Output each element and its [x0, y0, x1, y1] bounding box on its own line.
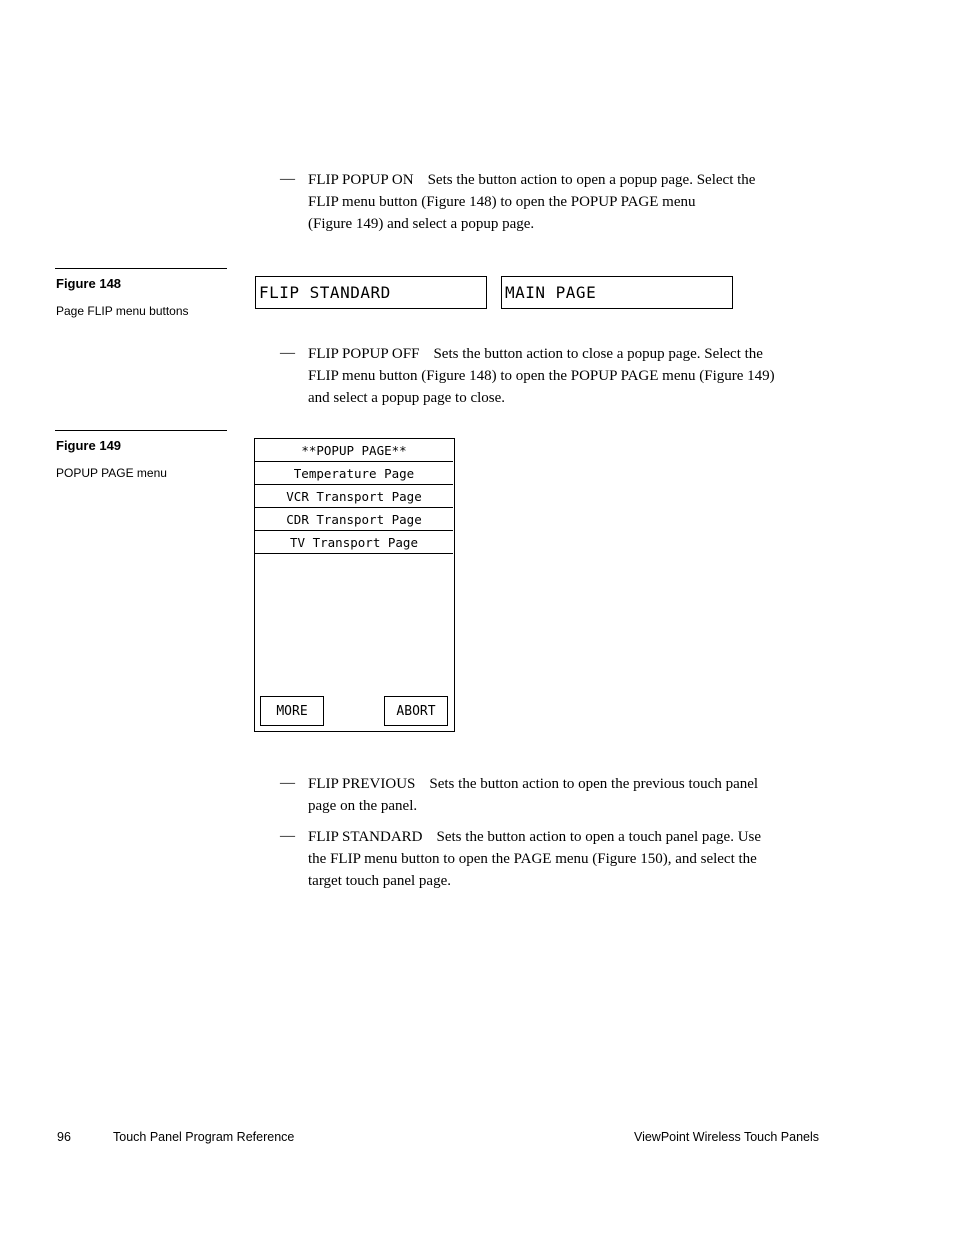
item-term: FLIP POPUP OFF: [308, 346, 420, 362]
figure-149-caption: POPUP PAGE menu: [56, 466, 167, 480]
item-dash: —: [280, 171, 295, 187]
footer-left-title: Touch Panel Program Reference: [113, 1130, 295, 1144]
figure-rule: [55, 268, 227, 269]
abort-button[interactable]: ABORT: [384, 696, 448, 726]
flip-standard-item: [308, 826, 818, 892]
menu-option-vcr-transport[interactable]: VCR Transport Page: [255, 485, 453, 508]
item-line: and select a popup page to close.: [308, 390, 506, 406]
flip-previous-item: [308, 773, 818, 817]
item-line: Sets the button action to open the previous touch panel: [429, 776, 759, 792]
item-line: (Figure 149) and select a popup page.: [308, 216, 535, 232]
flip-standard-button[interactable]: FLIP STANDARD: [255, 276, 487, 309]
footer-right-title: ViewPoint Wireless Touch Panels: [633, 1130, 819, 1144]
flip-popup-off-item: [308, 343, 818, 409]
item-line: Sets the button action to open a touch panel page. Use: [436, 829, 762, 845]
item-term: FLIP PREVIOUS: [308, 776, 416, 792]
menu-title: **POPUP PAGE**: [255, 439, 453, 462]
item-line: the FLIP menu button to open the PAGE menu (Figure 150), and select the: [308, 851, 757, 867]
item-dash: —: [280, 775, 295, 791]
figure-rule: [55, 430, 227, 431]
popup-page-menu: [254, 438, 455, 732]
item-line: FLIP menu button (Figure 148) to open the POPUP PAGE menu (Figure 149): [308, 368, 775, 384]
more-button[interactable]: MORE: [260, 696, 324, 726]
figure-149-label: Figure 149: [56, 438, 122, 453]
item-line: FLIP menu button (Figure 148) to open the POPUP PAGE menu: [308, 194, 696, 210]
item-line: target touch panel page.: [308, 873, 451, 889]
item-dash: —: [280, 345, 295, 361]
item-line: page on the panel.: [308, 798, 418, 814]
main-page-button[interactable]: MAIN PAGE: [501, 276, 733, 309]
menu-option-temperature[interactable]: Temperature Page: [255, 462, 453, 485]
item-term: FLIP POPUP ON: [308, 172, 414, 188]
figure-148-label: Figure 148: [56, 276, 122, 291]
item-line: Sets the button action to close a popup page. Select the: [433, 346, 763, 362]
menu-option-tv-transport[interactable]: TV Transport Page: [255, 531, 453, 554]
item-line: Sets the button action to open a popup page. Select the: [427, 172, 756, 188]
item-dash: —: [280, 828, 295, 844]
figure-148-caption: Page FLIP menu buttons: [56, 304, 189, 318]
page-number: 96: [57, 1130, 71, 1144]
flip-popup-on-item: [308, 169, 818, 235]
item-term: FLIP STANDARD: [308, 829, 423, 845]
menu-option-cdr-transport[interactable]: CDR Transport Page: [255, 508, 453, 531]
